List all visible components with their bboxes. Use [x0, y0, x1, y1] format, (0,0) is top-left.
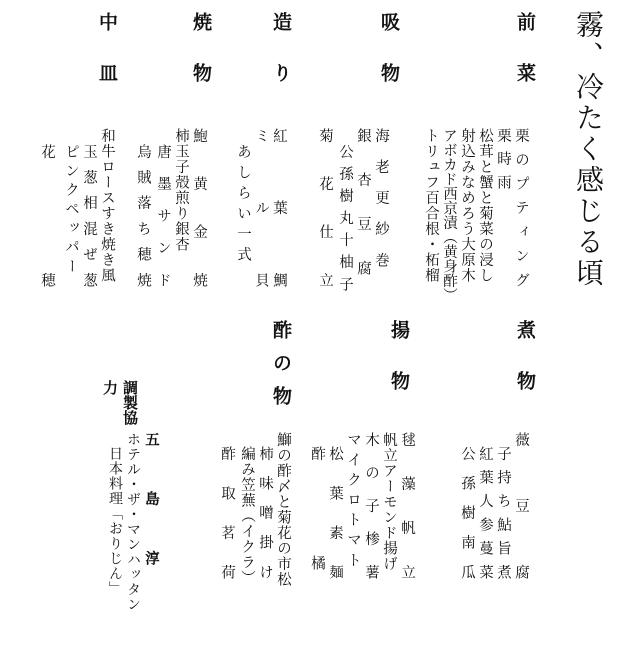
menu-item: 公孫樹丸十柚子	[337, 144, 353, 292]
section-heading-suimono: 吸物	[378, 12, 400, 114]
menu-item: ミル貝	[253, 128, 269, 288]
menu-item: 菊花仕立	[317, 128, 333, 288]
menu-item: マイクロトマト	[345, 432, 361, 568]
menu-item: 唐墨サンド	[155, 144, 171, 288]
menu-item: ピンクペッパー	[63, 144, 79, 274]
section-heading-agemono: 揚物	[388, 320, 410, 422]
credits-restaurant: 日本料理「おりじん」	[107, 446, 123, 596]
section-heading-nimono: 煮物	[514, 320, 536, 422]
menu-item: 銀杏豆腐	[355, 128, 371, 276]
menu-item: 栗のプティング	[513, 128, 529, 288]
menu-item: 射込みなめろう大原木	[459, 128, 475, 283]
section-heading-tsukuri: 造り	[270, 12, 292, 114]
credits-hotel: ホテル・ザ・マンハッタン	[125, 432, 141, 612]
credits-heading-text: 調製協力	[101, 380, 139, 425]
section-heading-sunomono: 酢の物	[270, 320, 292, 419]
page-title: 霧、冷たく感じる頃	[572, 10, 605, 289]
menu-item: あしらい一式	[235, 144, 251, 267]
menu-item: 薇豆腐	[513, 432, 529, 580]
menu-item: 酢橘	[309, 446, 325, 665]
menu-item: 柿玉子殻煎り銀杏	[173, 128, 189, 252]
menu-item: 玉葱相混ぜ葱	[81, 144, 97, 288]
menu-item: 和牛ロースすき焼き風	[99, 128, 115, 283]
menu-item: 烏賊落ち穂焼	[135, 144, 151, 288]
menu-item: 栗時雨	[495, 128, 511, 190]
section-heading-yakimono: 焼物	[190, 12, 212, 114]
menu-item: 紅葉人参蔓菜	[477, 446, 493, 580]
menu-item: 紅葉鯛	[271, 128, 287, 288]
menu-item: 海老更紗巻	[373, 128, 389, 268]
menu-item: 花穂	[39, 144, 55, 288]
menu-item: 編み笠蕪（イクラ）	[239, 446, 255, 586]
menu-item: 酢取茗荷	[219, 446, 235, 580]
menu-item: 子持ち鮎旨煮	[495, 446, 511, 580]
menu-item: 柿味噌掛け	[257, 446, 273, 580]
section-heading-nakazara: 中皿	[96, 12, 118, 114]
menu-item: 公孫樹南瓜	[459, 446, 475, 580]
menu-item: 松葉素麺	[327, 446, 343, 580]
credits-name: 五島淳	[143, 432, 160, 566]
section-heading-zensai: 前菜	[514, 12, 536, 114]
menu-item: 鰤の酢〆と菊花の市松	[275, 432, 291, 587]
menu-item: 毬藻帆立	[399, 432, 415, 580]
menu-item: 松茸と蟹と菊菜の浸し	[477, 128, 493, 283]
credits-heading	[100, 380, 140, 430]
menu-item: 木の子椮薯	[363, 432, 379, 580]
menu-item: アボカド西京漬（黄身酢）	[441, 128, 457, 302]
menu-item: 鮑黄金焼	[191, 128, 207, 288]
menu-item: トリュフ百合根・柘榴	[423, 128, 439, 283]
menu-item: 帆立アーモンド揚げ	[381, 432, 397, 572]
